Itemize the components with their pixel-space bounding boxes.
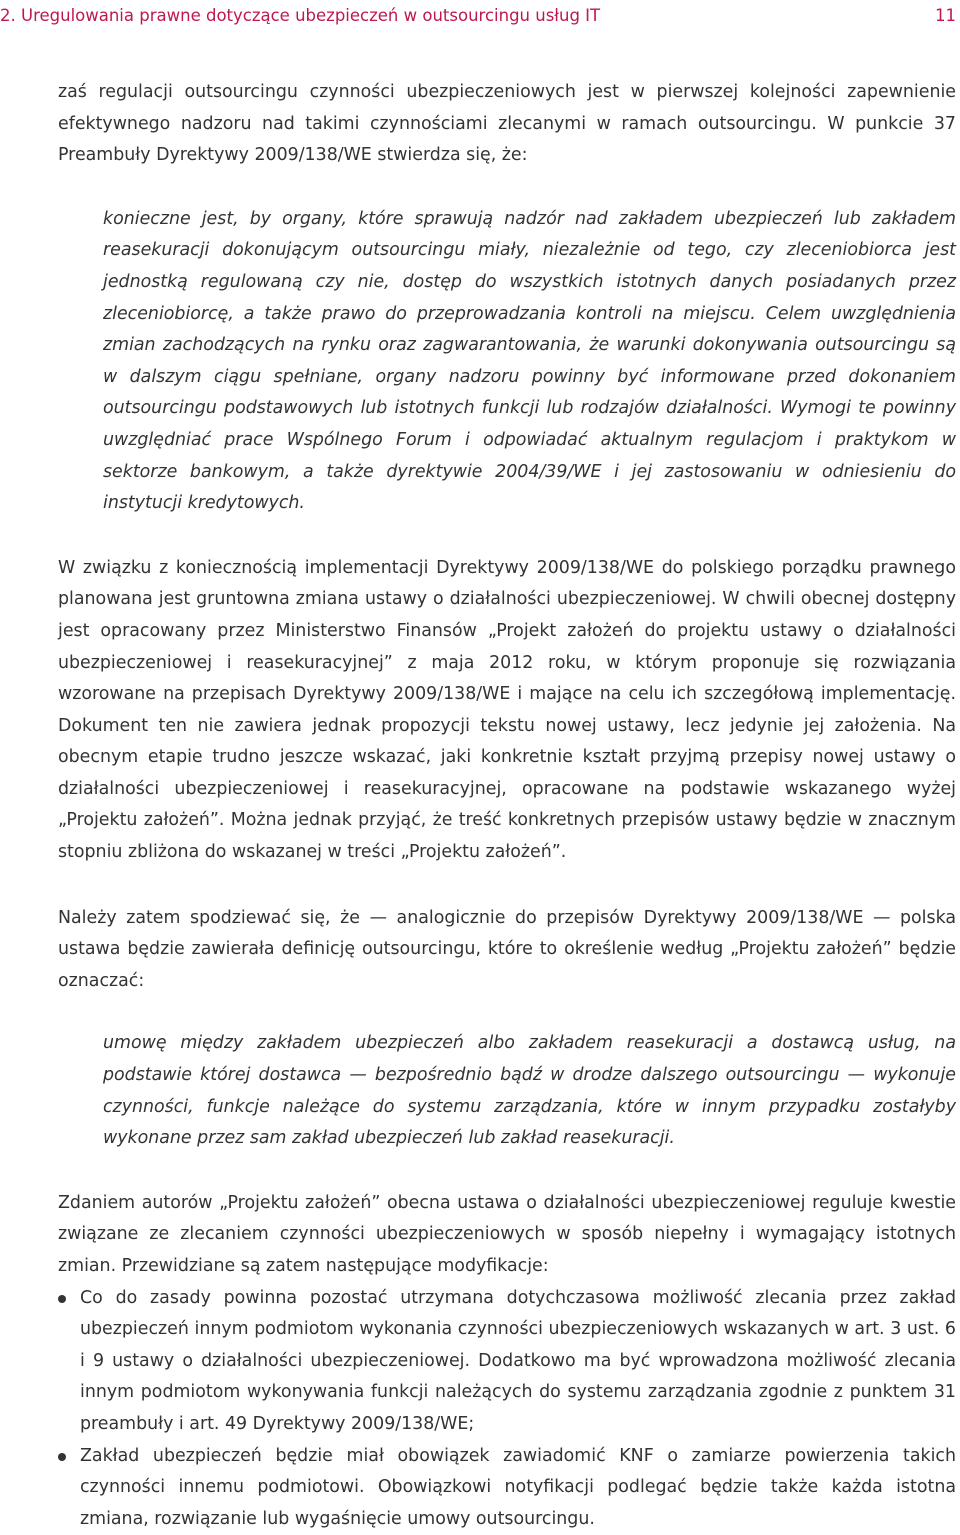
bullet-icon [58,1295,66,1303]
page-body [58,77,956,1535]
implementation-paragraph: W związku z koniecznością implementacji Dyrektywy 2009/138/WE do polskiego porządku prawnego planowana jest gruntowna zmiana ustawy o działalności ubezpieczeniowej. W chwili obecnej dostępny jest opracowany przez Ministerstwo Finansów „Projekt założeń do projektu ustawy o działalności ubezpieczeniowej i reasekuracyjnej” z maja 2012 roku, w którym proponuje się rozwiązania wzorowane na przepisach Dyrektywy 2009/138/WE i mające na celu ich szczegółową implementację. Dokument ten nie zawiera jednak propozycji tekstu nowej ustawy, lecz jedynie jej założenia. Na obecnym etapie trudno jeszcze wskazać, jaki konkretnie kształt przyjmą przepisy nowej ustawy o działalności ubezpieczeniowej i reasekuracyjnej, opracowane na podstawie wskazanego wyżej „Projektu założeń”. Można jednak przyjąć, że treść konkretnych przepisów ustawy będzie w znacznym stopniu zbliżona do wskazanej w treści „Projektu założeń”. [58,557,956,863]
page-number: 11 [935,6,956,25]
opinion-paragraph: Zdaniem autorów „Projektu założeń” obecna ustawa o działalności ubezpieczeniowej reguluje kwestie związane ze zlecaniem czynności ubezpieczeniowych w sposób niepełny i wymagający istotnych zmian. Przewidziane są zatem następujące modyfikacje: [58,1192,956,1276]
expectation-paragraph: Należy zatem spodziewać się, że — analogicznie do przepisów Dyrektywy 2009/138/WE — polska ustawa będzie zawierała definicję outsourcingu, które to określenie według „Projektu założeń” będzie oznaczać: [58,907,956,991]
list-item [58,1283,956,1441]
list-item-text: Zakład ubezpieczeń będzie miał obowiązek zawiadomić KNF o zamiarze powierzenia takich czynności innemu podmiotowi. Obowiązkowi notyfikacji podlegać będzie także każda istotna zmiana, rozwiązanie lub wygaśnięcie umowy outsourcingu. [80,1445,956,1529]
modifications-list [58,1283,956,1535]
intro-paragraph: zaś regulacji outsourcingu czynności ubezpieczeniowych jest w pierwszej kolejności zapewnienie efektywnego nadzoru nad takimi czynnościami zlecanymi w ramach outsourcingu. W punkcie 37 Preambuły Dyrektywy 2009/138/WE stwierdza się, że: [58,82,956,166]
definition-quote: umowę między zakładem ubezpieczeń albo zakładem reasekuracji a dostawcą usług, na podstawie której dostawca — bezpośrednio bądź w drodze dalszego outsourcingu — wykonuje czynności, funkcje należące do systemu zarządzania, które w innym przypadku zostałyby wykonane przez sam zakład ubezpieczeń lub zakład reasekuracji. [103,1033,956,1149]
list-item-text: Co do zasady powinna pozostać utrzymana dotychczasowa możliwość zlecania przez zakład ubezpieczeń innym podmiotom wykonania czynności ubezpieczeniowych wskazanych w art. 3 ust. 6 i 9 ustawy o działalności ubezpieczeniowej. Dodatkowo ma być wprowadzona możliwość zlecania innym podmiotom wykonywania funkcji należących do systemu zarządzania zgodnie z punktem 31 preambuły i art. 49 Dyrektywy 2009/138/WE; [80,1287,956,1434]
preamble-quote: konieczne jest, by organy, które sprawują nadzór nad zakładem ubezpieczeń lub zakładem reasekuracji dokonującym outsourcingu miały, niezależnie od tego, czy zleceniobiorca jest jednostką regulowaną czy nie, dostęp do wszystkich istotnych danych posiadanych przez zleceniobiorcę, a także prawo do przeprowadzania kontroli na miejscu. Celem uwzględnienia zmian zachodzących na rynku oraz zagwarantowania, że warunki dokonywania outsourcingu są w dalszym ciągu spełniane, organy nadzoru powinny być informowane przed dokonaniem outsourcingu podstawowych lub istotnych funkcji lub rodzajów działalności. Wymogi te powinny uwzględniać prace Wspólnego Forum i odpowiadać aktualnym regulacjom i praktykom w sektorze bankowym, a także dyrektywie 2004/39/WE i jej zastosowaniu w odniesieniu do instytucji kredytowych. [103,208,956,514]
bullet-icon [58,1453,66,1461]
chapter-title: 2. Uregulowania prawne dotyczące ubezpieczeń w outsourcingu usług IT [0,6,601,25]
page-header [0,4,960,36]
list-item [58,1441,956,1535]
